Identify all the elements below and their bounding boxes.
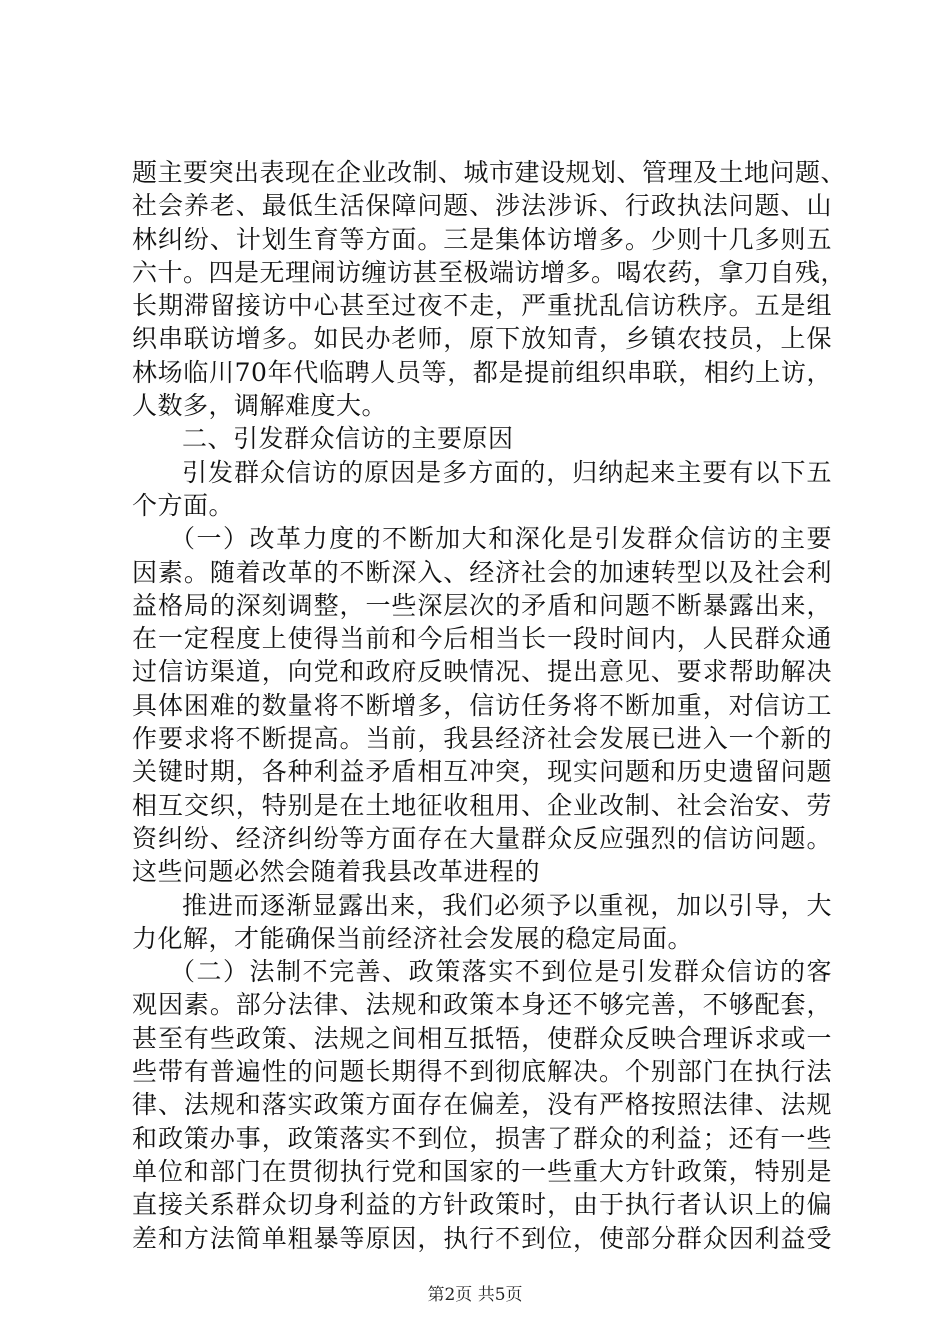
text-line: 甚至有些政策、法规之间相互抵牾，使群众反映合理诉求或一: [132, 1023, 832, 1053]
text-line: 资纠纷、经济纠纷等方面存在大量群众反应强烈的信访问题。: [132, 823, 832, 853]
text-line: 林纠纷、计划生育等方面。三是集体访增多。少则十几多则五: [132, 224, 832, 254]
text-line: 过信访渠道，向党和政府反映情况、提出意见、要求帮助解决: [132, 657, 832, 687]
text-line: 因素。随着改革的不断深入、经济社会的加速转型以及社会利: [132, 557, 832, 587]
text-line: 二、引发群众信访的主要原因: [182, 424, 514, 454]
text-line: 六十。四是无理闹访缠访甚至极端访增多。喝农药，拿刀自残，: [132, 257, 847, 287]
page-footer: 第2页 共5页: [427, 1285, 523, 1305]
text-line: 个方面。: [132, 490, 235, 520]
text-line: 推进而逐渐显露出来，我们必须予以重视，加以引导，大: [182, 890, 832, 920]
text-line: （二）法制不完善、政策落实不到位是引发群众信访的客: [170, 957, 832, 987]
text-line: 长期滞留接访中心甚至过夜不走，严重扰乱信访秩序。五是组: [132, 291, 832, 321]
text-line: 织串联访增多。如民办老师，原下放知青，乡镇农技员，上保: [132, 324, 832, 354]
text-line: 林场临川70年代临聘人员等，都是提前组织串联，相约上访，: [132, 357, 832, 387]
text-line: 益格局的深刻调整，一些深层次的矛盾和问题不断暴露出来，: [132, 590, 832, 620]
text-line: 社会养老、最低生活保障问题、涉法涉诉、行政执法问题、山: [132, 191, 832, 221]
text-line: 力化解，才能确保当前经济社会发展的稳定局面。: [132, 923, 694, 953]
document-body: [132, 156, 847, 1255]
text-line: （一）改革力度的不断加大和深化是引发群众信访的主要: [170, 524, 832, 554]
text-line: 作要求将不断提高。当前，我县经济社会发展已进入一个新的: [132, 724, 832, 754]
text-line: 差和方法简单粗暴等原因，执行不到位，使部分群众因利益受: [132, 1223, 832, 1253]
text-line: 单位和部门在贯彻执行党和国家的一些重大方针政策，特别是: [132, 1156, 832, 1186]
text-line: 引发群众信访的原因是多方面的，归纳起来主要有以下五: [182, 457, 832, 487]
text-line: 直接关系群众切身利益的方针政策时，由于执行者认识上的偏: [132, 1190, 832, 1220]
text-line: 律、法规和落实政策方面存在偏差，没有严格按照法律、法规: [132, 1090, 832, 1120]
text-line: 观因素。部分法律、法规和政策本身还不够完善，不够配套，: [132, 990, 832, 1020]
text-line: 题主要突出表现在企业改制、城市建设规划、管理及土地问题、: [132, 158, 847, 187]
text-line: 关键时期，各种利益矛盾相互冲突，现实问题和历史遗留问题: [132, 757, 832, 787]
text-line: 相互交织，特别是在土地征收租用、企业改制、社会治安、劳: [132, 790, 832, 820]
text-line: 这些问题必然会随着我县改革进程的: [132, 857, 541, 887]
text-line: 具体困难的数量将不断增多，信访任务将不断加重，对信访工: [132, 690, 832, 720]
text-line: 人数多，调解难度大。: [132, 391, 388, 421]
text-line: 在一定程度上使得当前和今后相当长一段时间内，人民群众通: [132, 624, 832, 654]
text-line: 和政策办事，政策落实不到位，损害了群众的利益；还有一些: [132, 1123, 832, 1153]
text-line: 些带有普遍性的问题长期得不到彻底解决。个别部门在执行法: [132, 1057, 832, 1087]
